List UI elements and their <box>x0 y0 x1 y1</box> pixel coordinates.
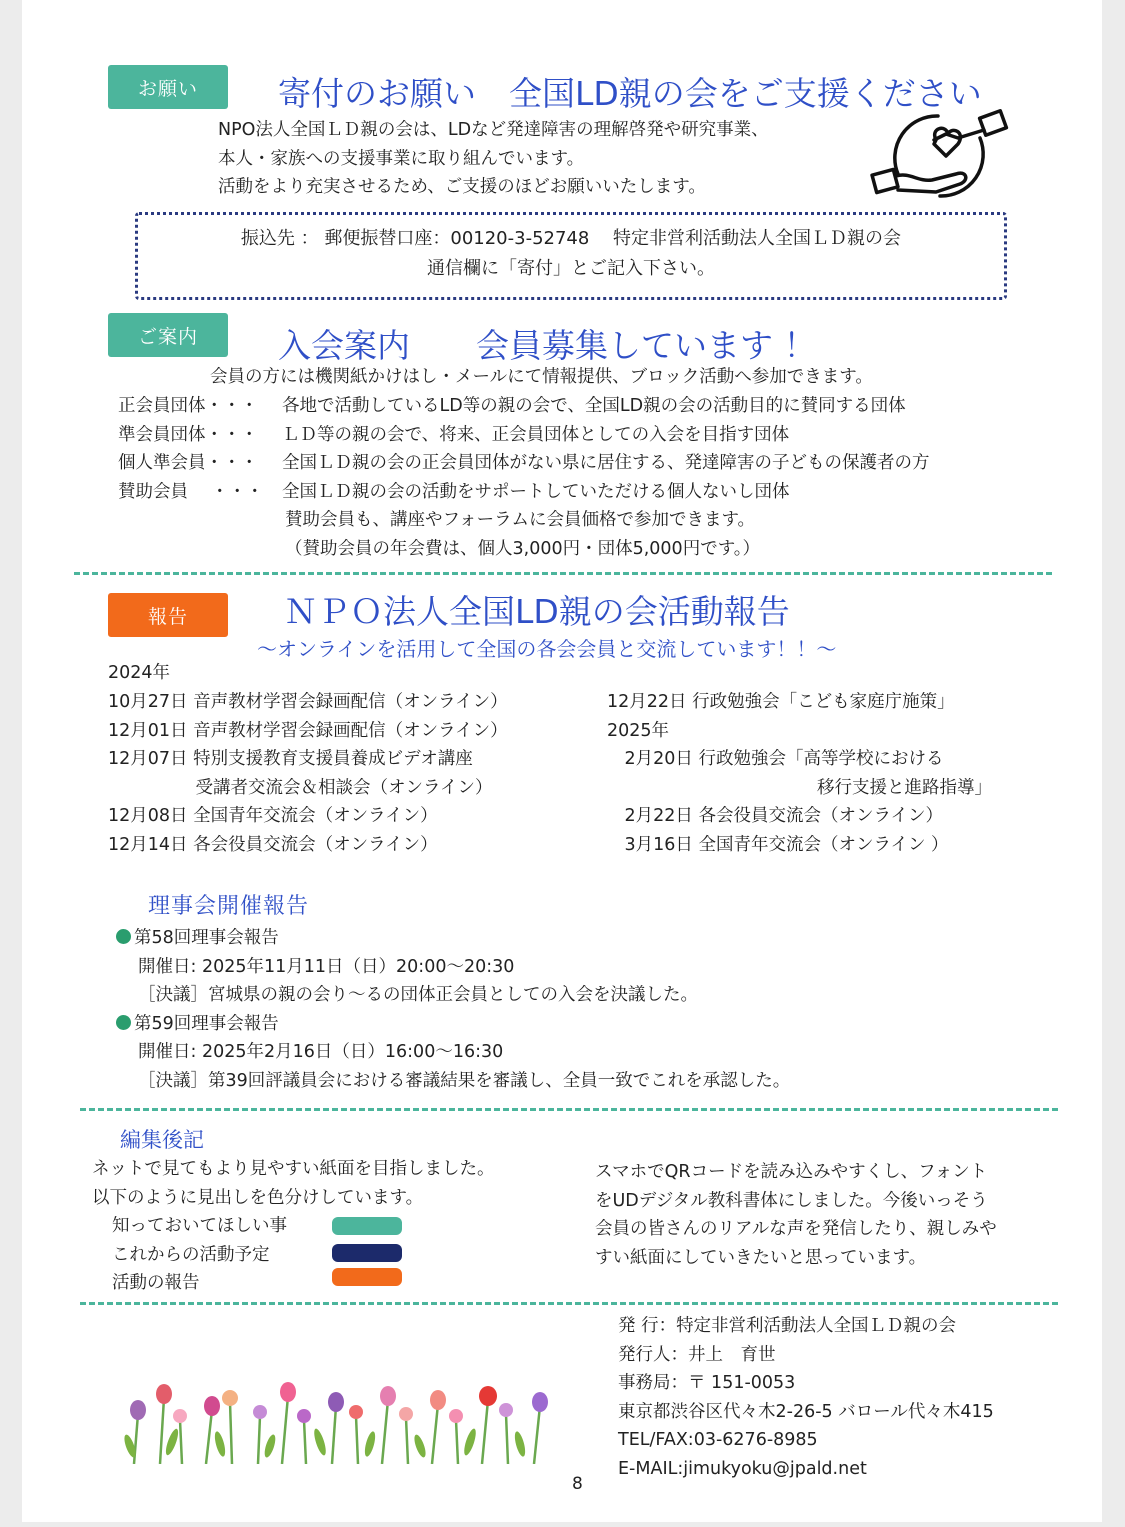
bullet-icon <box>116 1015 131 1030</box>
tag-report: 報告 <box>108 593 228 637</box>
donation-body <box>218 116 769 202</box>
legend-label: 活動の報告 <box>112 1273 200 1294</box>
report-entry: 12月14日 各会役員交流会（オンライン） <box>108 834 438 855</box>
donation-body-line: 本人・家族への支援事業に取り組んでいます。 <box>218 148 585 169</box>
membership-intro: 会員の方には機関紙かけはし・メールにて情報提供、ブロック活動へ参加できます。 <box>210 367 873 387</box>
page-number: 8 <box>572 1474 583 1494</box>
report-subtitle: ～オンラインを活用して全国の各会会員と交流しています！！～ <box>257 637 837 661</box>
publisher-line: 発行人：井上 育世 <box>618 1344 776 1365</box>
report-year-2024: 2024年 <box>108 663 171 683</box>
publisher-phone: TEL/FAX:03-6276-8985 <box>618 1430 818 1451</box>
report-entry: 12月07日 特別支援教育支援員養成ビデオ講座 <box>108 749 473 770</box>
report-entry: 受講者交流会＆相談会（オンライン） <box>108 777 493 798</box>
donation-hands-heart-icon <box>870 104 1010 204</box>
editorial-title: 編集後記 <box>120 1128 204 1152</box>
section-divider <box>80 1108 1058 1111</box>
membership-title: 入会案内 会員募集しています ！ <box>278 326 817 365</box>
report-entry: 12月01日 音声教材学習会録画配信（オンライン） <box>108 720 508 741</box>
publisher-address: 東京都渋谷区代々木2-26-5 バロール代々木415 <box>618 1401 994 1422</box>
publisher-line: 事務局：〒 151-0053 <box>618 1373 796 1394</box>
donation-body-line: NPO法人全国ＬＤ親の会は、LDなど発達障害の理解啓発や研究事業、 <box>218 120 769 140</box>
color-legend <box>112 1212 287 1298</box>
board-meeting-58-resolution: ［決議］宮城県の親の会り～るの団体正会員としての入会を決議した。 <box>138 985 698 1006</box>
membership-list <box>118 392 930 506</box>
newsletter-page <box>22 0 1102 1522</box>
publisher-email[interactable]: E-MAIL:jimukyoku@jpald.net <box>618 1458 867 1479</box>
editorial-right: スマホでQRコードを読み込みやすくし、フォント をUDデジタル教科書体にしました。今後いっそう 会員の皆さんのリアルな声を発信したり、親しみや すい紙面にしていきたいと思っています。 <box>595 1162 997 1268</box>
membership-row: 個人準会員・・・ 全国ＬＤ親の会の正会員団体がない県に居住する、発達障害の子どもの保護者の方 <box>118 453 930 474</box>
editorial-left: ネットで見てもより見やすい紙面を目指しました。 以下のように見出しを色分けしています。 <box>92 1159 495 1208</box>
report-entry: 3月16日 全国青年交流会（オンライン ） <box>607 834 949 855</box>
tag-request: お願い <box>108 65 228 109</box>
legend-swatch-teal <box>332 1217 402 1235</box>
transfer-account-line: 振込先 ： 郵便振替口座：00120-3-52748 特定非営利活動法人全国ＬＤ親の会 <box>240 228 902 249</box>
board-meeting-58-date: 開催日: 2025年11月11日（日）20:00～20:30 <box>138 956 515 977</box>
tag-guide: ご案内 <box>108 313 228 357</box>
transfer-info-box <box>135 212 1007 300</box>
legend-label: 知っておいてほしい事 <box>112 1216 287 1236</box>
report-entry: 12月08日 全国青年交流会（オンライン） <box>108 806 438 827</box>
publisher-line: 発 行：特定非営利活動法人全国ＬＤ親の会 <box>618 1316 957 1336</box>
board-meeting-59-title: 第59回理事会報告 <box>116 1010 790 1039</box>
report-title: ＮＰＯ法人全国LD親の会活動報告 <box>284 592 790 631</box>
membership-note: 賛助会員も、講座やフォーラムに会員価格で参加できます。 （賛助会員の年会費は、個人3,000円・団体5,000円です。） <box>285 510 761 559</box>
membership-row: 準会員団体・・・ ＬＤ等の親の会で、将来、正会員団体としての入会を目指す団体 <box>118 424 790 445</box>
board-report <box>116 924 790 1096</box>
board-title: 理事会開催報告 <box>148 894 310 919</box>
flowers-illustration <box>120 1380 560 1464</box>
board-meeting-59-date: 開催日: 2025年2月16日（日）16:00～16:30 <box>138 1042 504 1063</box>
report-entry: 2月20日 行政勉強会「高等学校における <box>607 749 944 770</box>
report-year-2025: 2025年 <box>607 720 670 741</box>
legend-swatch-navy <box>332 1244 402 1262</box>
report-left-column <box>108 688 508 860</box>
board-meeting-59-resolution: ［決議］第39回評議員会における審議結果を審議し、全員一致でこれを承認した。 <box>138 1070 791 1091</box>
board-meeting-58-title: 第58回理事会報告 <box>116 924 790 953</box>
legend-label: これからの活動予定 <box>112 1244 270 1265</box>
report-entry: 10月27日 音声教材学習会録画配信（オンライン） <box>108 692 508 712</box>
report-entry: 12月22日 行政勉強会「こども家庭庁施策」 <box>607 692 955 712</box>
donation-body-line: 活動をより充実させるため、ご支援のほどお願いいたします。 <box>218 177 706 198</box>
report-entry: 移行支援と進路指導」 <box>607 777 992 798</box>
legend-swatch-orange <box>332 1268 402 1286</box>
transfer-note-line: 通信欄に「寄付」とご記入下さい。 <box>427 258 715 279</box>
publisher-info <box>618 1312 994 1484</box>
bullet-icon <box>116 929 131 944</box>
report-entry: 2月22日 各会役員交流会（オンライン） <box>607 806 943 827</box>
section-divider <box>74 572 1052 575</box>
membership-row: 正会員団体・・・ 各地で活動しているLD等の親の会で、全国LD親の会の活動目的に賛同する団体 <box>118 396 906 416</box>
membership-row: 賛助会員 ・・・ 全国ＬＤ親の会の活動をサポートしていただける個人ないし団体 <box>118 481 790 502</box>
donation-title: 寄付のお願い 全国LD親の会をご支援ください <box>278 74 982 113</box>
report-right-column <box>607 688 992 860</box>
section-divider <box>80 1302 1058 1305</box>
